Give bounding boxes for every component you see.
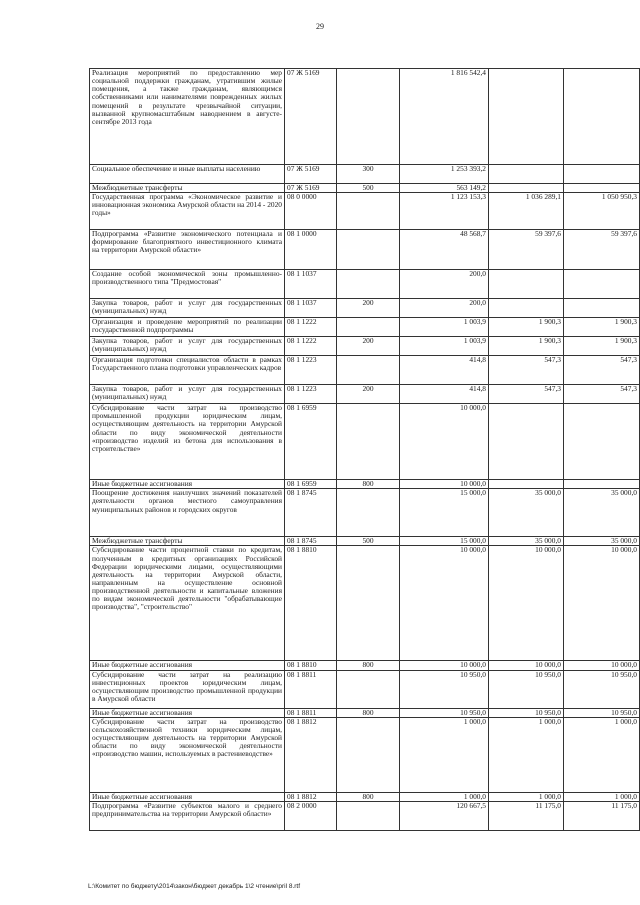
row-amount-2015-cell: 414,8 (400, 385, 489, 404)
table-row (90, 489, 640, 537)
row-amount-2017-cell: 1 900,3 (564, 318, 640, 337)
row-amount-2015-cell: 10 950,0 (400, 670, 489, 708)
row-amount-2016-cell: 10 950,0 (489, 670, 564, 708)
row-expense-type-cell (337, 356, 400, 385)
file-path-footer: L:\Комитет по бюджету\2014\закон\бюджет декабрь 1\2 чтение\pril 8.rtf (88, 883, 301, 890)
row-code-cell: 08 1 6959 (285, 480, 337, 489)
row-amount-2017-cell (564, 165, 640, 184)
row-amount-2017-cell (564, 480, 640, 489)
table-row (90, 661, 640, 670)
row-amount-2016-cell: 547,3 (489, 385, 564, 404)
row-expense-type-cell: 200 (337, 385, 400, 404)
row-amount-2015-cell: 15 000,0 (400, 537, 489, 546)
table-row (90, 537, 640, 546)
row-expense-type-cell (337, 717, 400, 792)
row-amount-2016-cell (489, 69, 564, 165)
row-name-cell: Закупка товаров, работ и услуг для государственных (муниципальных) нужд (90, 385, 285, 404)
row-code-cell: 08 1 8810 (285, 661, 337, 670)
row-amount-2017-cell: 10 950,0 (564, 670, 640, 708)
table-row (90, 318, 640, 337)
row-name-cell: Создание особой экономической зоны промышленно-производственного типа "Предмостовая" (90, 270, 285, 299)
row-code-cell: 08 0 0000 (285, 193, 337, 230)
row-code-cell: 08 1 8811 (285, 670, 337, 708)
row-amount-2016-cell: 59 397,6 (489, 230, 564, 270)
row-amount-2016-cell: 1 000,0 (489, 717, 564, 792)
row-amount-2015-cell: 10 000,0 (400, 404, 489, 480)
row-name-cell: Субсидирование части затрат на реализацию инвестиционных проектов юридическим лицам, осуществляющим производство промышленной продукции в Амурской области (90, 670, 285, 708)
row-amount-2015-cell: 1 003,9 (400, 337, 489, 356)
row-amount-2015-cell: 414,8 (400, 356, 489, 385)
row-name-cell: Подпрограмма «Развитие субъектов малого и среднего предпринимательства на территории Амурской области» (90, 801, 285, 830)
row-amount-2016-cell (489, 480, 564, 489)
row-amount-2015-cell: 1 000,0 (400, 792, 489, 801)
row-expense-type-cell (337, 270, 400, 299)
row-expense-type-cell: 800 (337, 792, 400, 801)
row-expense-type-cell (337, 489, 400, 537)
table-row (90, 193, 640, 230)
row-amount-2015-cell: 10 950,0 (400, 708, 489, 717)
row-name-cell: Иные бюджетные ассигнования (90, 708, 285, 717)
row-name-cell: Организация и проведение мероприятий по реализации государственной подпрограммы (90, 318, 285, 337)
row-code-cell: 07 Ж 5169 (285, 69, 337, 165)
row-expense-type-cell: 500 (337, 184, 400, 193)
page-number: 29 (316, 22, 324, 31)
row-amount-2016-cell: 547,3 (489, 356, 564, 385)
row-amount-2016-cell: 11 175,0 (489, 801, 564, 830)
row-amount-2017-cell: 35 000,0 (564, 489, 640, 537)
row-expense-type-cell: 500 (337, 537, 400, 546)
row-amount-2017-cell: 10 950,0 (564, 708, 640, 717)
row-amount-2015-cell: 15 000,0 (400, 489, 489, 537)
row-amount-2016-cell: 35 000,0 (489, 537, 564, 546)
row-name-cell: Организация подготовки специалистов области в рамках Государственного плана подготовки управленческих кадров (90, 356, 285, 385)
table-row (90, 670, 640, 708)
row-name-cell: Закупка товаров, работ и услуг для государственных (муниципальных) нужд (90, 337, 285, 356)
row-amount-2015-cell: 1 000,0 (400, 717, 489, 792)
row-amount-2016-cell: 10 000,0 (489, 546, 564, 661)
row-amount-2015-cell: 1 003,9 (400, 318, 489, 337)
row-name-cell: Иные бюджетные ассигнования (90, 792, 285, 801)
row-code-cell: 08 1 8812 (285, 792, 337, 801)
row-amount-2016-cell: 1 900,3 (489, 337, 564, 356)
row-expense-type-cell: 200 (337, 299, 400, 318)
row-amount-2015-cell: 563 149,2 (400, 184, 489, 193)
row-amount-2015-cell: 1 123 153,3 (400, 193, 489, 230)
row-expense-type-cell: 800 (337, 708, 400, 717)
row-code-cell: 08 1 8745 (285, 489, 337, 537)
row-amount-2017-cell: 1 050 950,3 (564, 193, 640, 230)
row-expense-type-cell (337, 318, 400, 337)
row-amount-2017-cell (564, 299, 640, 318)
row-amount-2017-cell: 547,3 (564, 356, 640, 385)
table-row (90, 385, 640, 404)
row-amount-2017-cell (564, 184, 640, 193)
table-row (90, 356, 640, 385)
row-code-cell: 08 1 1222 (285, 337, 337, 356)
row-amount-2017-cell: 1 000,0 (564, 792, 640, 801)
row-amount-2016-cell: 35 000,0 (489, 489, 564, 537)
row-name-cell: Реализация мероприятий по предоставлению мер социальной поддержки гражданам, утратившим жилые помещения, а также гражданам, являющимся собственниками или нанимателями поврежденных жилых помещений в результате чрезвычайной ситуации, вызванной крупномасштабным наводнением в августе-сентябре 2013 года (90, 69, 285, 165)
table-row (90, 792, 640, 801)
table-row (90, 184, 640, 193)
row-name-cell: Поощрение достижения наилучших значений показателей деятельности органов местного самоуправления муниципальных районов и городских округов (90, 489, 285, 537)
row-name-cell: Межбюджетные трансферты (90, 537, 285, 546)
row-expense-type-cell (337, 193, 400, 230)
row-expense-type-cell: 800 (337, 661, 400, 670)
row-amount-2016-cell (489, 270, 564, 299)
row-code-cell: 08 1 6959 (285, 404, 337, 480)
row-name-cell: Субсидирование части затрат на производство промышленной продукции юридическим лицам, осуществляющим деятельность на территории Амурской области по виду экономической деятельности «производство изделий из бетона для использования в строительстве» (90, 404, 285, 480)
row-amount-2017-cell (564, 69, 640, 165)
row-name-cell: Подпрограмма «Развитие экономического потенциала и формирование благоприятного инвестиционного климата на территории Амурской области» (90, 230, 285, 270)
row-code-cell: 07 Ж 5169 (285, 184, 337, 193)
row-name-cell: Субсидирование части процентной ставки по кредитам, полученным в кредитных организациях Российской Федерации юридическими лицами, осуществляющими деятельность на территории Амурской области, направленным на осуществление основной производственной деятельности и капитальные вложения по видам экономической деятельности "обрабатывающие производства", "строительство" (90, 546, 285, 661)
row-code-cell: 08 1 0000 (285, 230, 337, 270)
table-row (90, 299, 640, 318)
row-code-cell: 08 1 1037 (285, 299, 337, 318)
row-amount-2016-cell: 10 000,0 (489, 661, 564, 670)
row-expense-type-cell: 800 (337, 480, 400, 489)
budget-table (89, 68, 640, 831)
row-amount-2016-cell: 10 950,0 (489, 708, 564, 717)
row-amount-2015-cell: 200,0 (400, 270, 489, 299)
row-expense-type-cell (337, 404, 400, 480)
row-amount-2017-cell: 59 397,6 (564, 230, 640, 270)
row-amount-2017-cell (564, 270, 640, 299)
row-name-cell: Закупка товаров, работ и услуг для государственных (муниципальных) нужд (90, 299, 285, 318)
row-expense-type-cell (337, 69, 400, 165)
row-code-cell: 08 1 1037 (285, 270, 337, 299)
row-code-cell: 08 2 0000 (285, 801, 337, 830)
row-name-cell: Межбюджетные трансферты (90, 184, 285, 193)
row-code-cell: 08 1 1223 (285, 356, 337, 385)
table-row (90, 480, 640, 489)
row-amount-2015-cell: 10 000,0 (400, 546, 489, 661)
row-name-cell: Субсидирование части затрат на производство сельскохозяйственной техники юридическим лицам, осуществляющим деятельность на территории Амурской области по виду экономической деятельности «производство машин, используемых в растениеводстве» (90, 717, 285, 792)
row-amount-2016-cell (489, 184, 564, 193)
row-code-cell: 08 1 1222 (285, 318, 337, 337)
row-amount-2017-cell: 10 000,0 (564, 661, 640, 670)
table-row (90, 708, 640, 717)
row-amount-2016-cell: 1 000,0 (489, 792, 564, 801)
row-amount-2016-cell (489, 165, 564, 184)
row-expense-type-cell (337, 670, 400, 708)
row-amount-2015-cell: 10 000,0 (400, 480, 489, 489)
row-amount-2017-cell: 1 000,0 (564, 717, 640, 792)
row-expense-type-cell (337, 230, 400, 270)
row-amount-2016-cell (489, 404, 564, 480)
row-amount-2015-cell: 200,0 (400, 299, 489, 318)
row-expense-type-cell: 200 (337, 337, 400, 356)
row-amount-2015-cell: 10 000,0 (400, 661, 489, 670)
row-amount-2015-cell: 120 667,5 (400, 801, 489, 830)
row-code-cell: 08 1 1223 (285, 385, 337, 404)
row-name-cell: Иные бюджетные ассигнования (90, 661, 285, 670)
row-expense-type-cell (337, 801, 400, 830)
row-amount-2015-cell: 1 816 542,4 (400, 69, 489, 165)
row-amount-2017-cell: 35 000,0 (564, 537, 640, 546)
row-amount-2017-cell (564, 404, 640, 480)
table-row (90, 337, 640, 356)
table-row (90, 404, 640, 480)
table-row (90, 69, 640, 165)
row-amount-2017-cell: 11 175,0 (564, 801, 640, 830)
table-row (90, 270, 640, 299)
row-amount-2015-cell: 1 253 393,2 (400, 165, 489, 184)
row-amount-2016-cell: 1 900,3 (489, 318, 564, 337)
row-amount-2016-cell (489, 299, 564, 318)
row-code-cell: 08 1 8810 (285, 546, 337, 661)
row-expense-type-cell (337, 546, 400, 661)
table-row (90, 230, 640, 270)
row-code-cell: 08 1 8745 (285, 537, 337, 546)
row-amount-2017-cell: 547,3 (564, 385, 640, 404)
row-amount-2017-cell: 1 900,3 (564, 337, 640, 356)
row-amount-2015-cell: 48 568,7 (400, 230, 489, 270)
row-code-cell: 07 Ж 5169 (285, 165, 337, 184)
row-amount-2017-cell: 10 000,0 (564, 546, 640, 661)
row-name-cell: Иные бюджетные ассигнования (90, 480, 285, 489)
table-row (90, 801, 640, 830)
row-name-cell: Государственная программа «Экономическое развитие и инновационная экономика Амурской области на 2014 - 2020 годы» (90, 193, 285, 230)
table-row (90, 717, 640, 792)
row-amount-2016-cell: 1 036 289,1 (489, 193, 564, 230)
row-code-cell: 08 1 8811 (285, 708, 337, 717)
table-row (90, 165, 640, 184)
table-row (90, 546, 640, 661)
row-code-cell: 08 1 8812 (285, 717, 337, 792)
row-expense-type-cell: 300 (337, 165, 400, 184)
row-name-cell: Социальное обеспечение и иные выплаты населению (90, 165, 285, 184)
